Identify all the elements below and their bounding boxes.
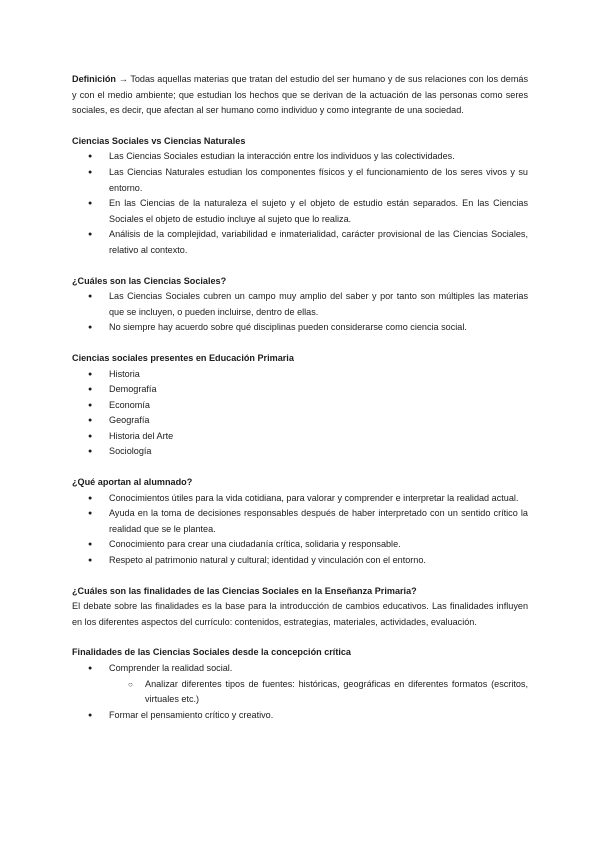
- list-item: ● Geografía: [72, 413, 528, 429]
- list-item: ● Economía: [72, 398, 528, 414]
- section-heading-primaria: Ciencias sociales presentes en Educación Primaria: [72, 352, 294, 363]
- sublist-critica: [72, 677, 528, 708]
- definition-label: Definición: [72, 74, 116, 84]
- list-item: ● No siempre hay acuerdo sobre qué disciplinas pueden considerarse como ciencia social.: [72, 320, 528, 336]
- list-item: ● Comprender la realidad social.: [72, 661, 528, 677]
- list-item: ● Formar el pensamiento crítico y creativo.: [72, 708, 528, 724]
- list-item: ● Respeto al patrimonio natural y cultural; identidad y vinculación con el entorno.: [72, 553, 528, 569]
- list-critica-2: [72, 708, 528, 724]
- list-item: ● Ayuda en la toma de decisiones responsables después de haber interpretado con un sentido crítico la realidad que se le plantea.: [72, 506, 528, 537]
- list-item: ● Historia del Arte: [72, 429, 528, 445]
- section-heading-cuales: ¿Cuáles son las Ciencias Sociales?: [72, 275, 227, 286]
- list-item: ● Demografía: [72, 382, 528, 398]
- list-item: ● Análisis de la complejidad, variabilidad e inmaterialidad, carácter provisional de las Ciencias Sociales, relativo al contexto.: [72, 227, 528, 258]
- list-item: ● Las Ciencias Naturales estudian los componentes físicos y el funcionamiento de los seres vivos y su entorno.: [72, 165, 528, 196]
- section-heading-finalidades: ¿Cuáles son las finalidades de las Ciencias Sociales en la Enseñanza Primaria?: [72, 585, 417, 596]
- list-item: ● Conocimiento para crear una ciudadanía crítica, solidaria y responsable.: [72, 537, 528, 553]
- sub-list-item: ○ Analizar diferentes tipos de fuentes: históricas, geográficas en diferentes formatos (escritos, virtuales etc.): [72, 677, 528, 708]
- list-item: ● Las Ciencias Sociales cubren un campo muy amplio del saber y por tanto son múltiples las materias que se incluyen, o pueden incluirse, dentro de ellas.: [72, 289, 528, 320]
- section-heading-critica: Finalidades de las Ciencias Sociales desde la concepción crítica: [72, 647, 351, 658]
- list-aportan: [72, 491, 528, 569]
- list-vs: [72, 149, 528, 258]
- finalidades-paragraph: El debate sobre las finalidades es la base para la introducción de cambios educativos. Las finalidades influyen en los diferentes aspectos del currículo: contenidos, estrategias, materiales, actividades, evaluación.: [72, 601, 528, 627]
- section-heading-vs: Ciencias Sociales vs Ciencias Naturales: [72, 135, 246, 146]
- list-item: ● Sociología: [72, 444, 528, 460]
- section-heading-aportan: ¿Qué aportan al alumnado?: [72, 477, 193, 488]
- list-critica: [72, 661, 528, 677]
- list-cuales: [72, 289, 528, 336]
- list-item: ● En las Ciencias de la naturaleza el sujeto y el objeto de estudio están separados. En las Ciencias Sociales el objeto de estudio incluye al sujeto que lo realiza.: [72, 196, 528, 227]
- list-item: ● Historia: [72, 367, 528, 383]
- arrow-icon: →: [118, 74, 128, 84]
- definition-text: Todas aquellas materias que tratan del estudio del ser humano y de sus relaciones con los demás y con el medio ambiente; que estudian los hechos que se derivan de la actuación de las personas como seres sociales, es decir, que afectan al ser humano como individuo y como integrante de una sociedad.: [72, 74, 528, 116]
- list-primaria: [72, 367, 528, 461]
- definition-paragraph: [72, 72, 528, 119]
- list-item: ● Las Ciencias Sociales estudian la interacción entre los individuos y las colectividades.: [72, 149, 528, 165]
- list-item: ● Conocimientos útiles para la vida cotidiana, para valorar y comprender e interpretar la realidad actual.: [72, 491, 528, 507]
